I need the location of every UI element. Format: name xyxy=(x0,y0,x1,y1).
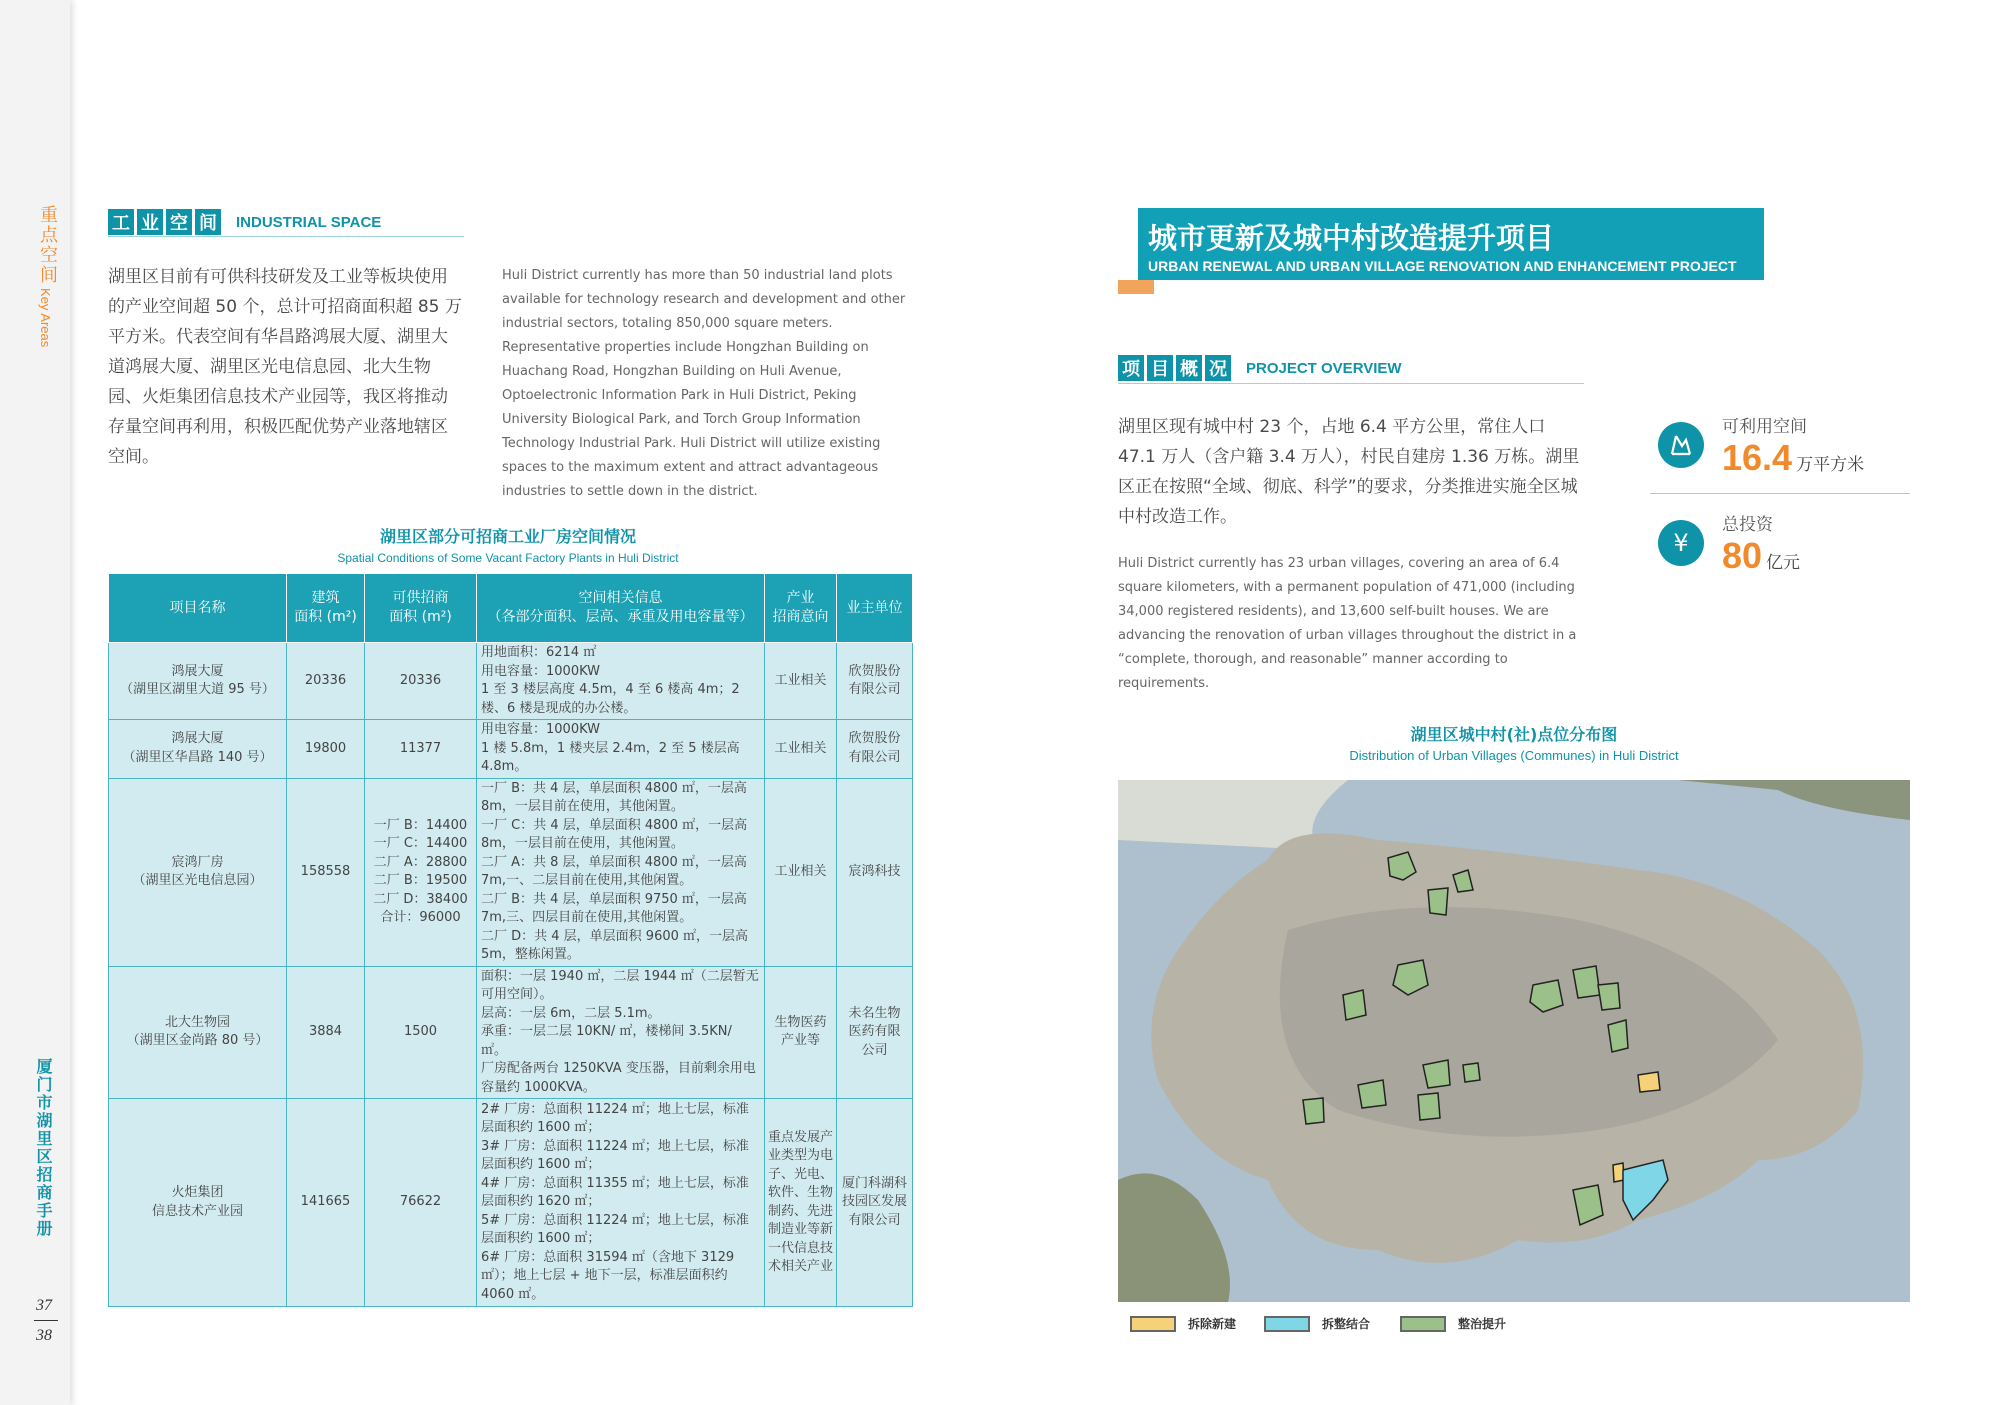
col-header-area: 建筑 面积 (m²) xyxy=(287,574,365,643)
stat1-value: 16.4 xyxy=(1722,437,1793,478)
cell-owner: 宸鸿科技 xyxy=(837,778,913,966)
legend-item xyxy=(1264,1315,1370,1332)
stat1-unit: 万平方米 xyxy=(1796,455,1865,475)
factory-table xyxy=(108,573,913,1307)
heading-char-box: 况 xyxy=(1205,355,1231,381)
banner-title-en: URBAN RENEWAL AND URBAN VILLAGE RENOVATION AND ENHANCEMENT PROJECT xyxy=(1148,258,1737,274)
table-row xyxy=(109,720,913,779)
village-plot xyxy=(1638,1072,1660,1092)
page-number-left: 37 xyxy=(36,1297,52,1314)
village-plot xyxy=(1598,983,1620,1010)
map-title xyxy=(1118,722,1910,763)
legend-item xyxy=(1130,1315,1236,1332)
stat2-unit: 亿元 xyxy=(1766,553,1801,573)
sidebar-section-title: 重点空间 xyxy=(37,205,58,285)
heading-char-box: 间 xyxy=(195,209,221,235)
table-title-cn: 湖里区部分可招商工业厂房空间情况 xyxy=(379,527,636,546)
legend-label: 拆除新建 xyxy=(1188,1317,1237,1331)
section-rule xyxy=(1118,383,1584,384)
yuan-icon: ¥ xyxy=(1658,520,1704,566)
stat2-value: 80 xyxy=(1722,535,1763,576)
cell-name: 火炬集团 信息技术产业园 xyxy=(109,1099,287,1307)
cell-owner: 欣贺股份 有限公司 xyxy=(837,643,913,720)
space-usage-icon xyxy=(1658,422,1704,468)
overview-paragraph-en: Huli District currently has 23 urban villages, covering an area of 6.4 square kilometers, with a permanent population of 471,000 (including 34,000 registered residents), and 13,600 self-built houses. We are advancing the renovation of urban villages throughout the district in a “complete, thorough, and reasonable” manner according to requirements. xyxy=(1118,556,1577,691)
heading-char-box: 空 xyxy=(166,209,192,235)
industrial-section-heading xyxy=(108,209,381,235)
urban-village-map xyxy=(1118,780,1910,1302)
village-plot xyxy=(1573,966,1600,998)
cell-name: 鸿展大厦 （湖里区湖里大道 95 号） xyxy=(109,643,287,720)
col-header-owner: 业主单位 xyxy=(837,574,913,643)
legend-swatch xyxy=(1264,1316,1310,1332)
sidebar-book-title: 厦门市湖里区招商手册 xyxy=(34,1058,53,1238)
industrial-paragraph-en: Huli District currently has more than 50 industrial land plots available for technology research and development and other industrial sectors, totaling 850,000 square meters. Representative properties include Hongzhan Building on Huachang Road, Hongzhan Building on Huli Avenue, Optoelectronic Information Park in Huli District, Peking University Biological Park, and Torch Group Information Technology Industrial Park. Huli District will utilize existing spaces to the maximum extent and attract advantageous industries to settle down in the district. xyxy=(502,268,906,499)
overview-section-heading xyxy=(1118,355,1402,381)
table-header-row xyxy=(109,574,913,643)
cell-area: 158558 xyxy=(287,778,365,966)
heading-char-box: 业 xyxy=(137,209,163,235)
village-plot xyxy=(1303,1098,1324,1124)
banner-title-cn: 城市更新及城中村改造提升项目 xyxy=(1148,221,1555,255)
stat1-label: 可利用空间 xyxy=(1722,417,1807,437)
legend-label: 拆整结合 xyxy=(1322,1317,1371,1331)
sidebar-section-subtitle: Key Areas xyxy=(38,288,53,348)
cell-info: 用电容量：1000KW 1 楼 5.8m，1 楼夹层 2.4m，2 至 5 楼层高 4.8m。 xyxy=(477,720,765,779)
overview-heading-en: PROJECT OVERVIEW xyxy=(1246,359,1402,377)
cell-info: 2# 厂房：总面积 11224 ㎡；地上七层，标准层面积约 1600 ㎡； 3# 厂房：总面积 11224 ㎡；地上七层，标准层面积约 1600 ㎡； 4# 厂房：总面积 11355 ㎡；地上七层，标准层面积约 1620 ㎡； 5# 厂房：总面积 11224 ㎡；地上七层，标准层面积约 1600 ㎡； 6# 厂房：总面积 31594 ㎡（含地下 3129 ㎡）；地上七层 + 地下一层，标准层面积约 4060 ㎡。 xyxy=(477,1099,765,1307)
page-number-right: 38 xyxy=(36,1327,52,1344)
col-header-info: 空间相关信息 （各部分面积、层高、承重及用电容量等） xyxy=(477,574,765,643)
map-title-cn: 湖里区城中村(社)点位分布图 xyxy=(1410,725,1618,744)
col-header-name: 项目名称 xyxy=(109,574,287,643)
stat-available-space xyxy=(1658,412,1864,479)
section-rule xyxy=(108,236,464,237)
cell-available: 76622 xyxy=(365,1099,477,1307)
cell-available: 11377 xyxy=(365,720,477,779)
side-bar xyxy=(0,0,70,1405)
cell-owner: 欣贺股份 有限公司 xyxy=(837,720,913,779)
legend-item xyxy=(1400,1315,1506,1332)
stat2-label: 总投资 xyxy=(1722,515,1773,535)
village-plot xyxy=(1343,990,1366,1020)
heading-char-box: 目 xyxy=(1147,355,1173,381)
village-plot xyxy=(1428,888,1448,915)
cell-area: 19800 xyxy=(287,720,365,779)
cell-name: 北大生物园 （湖里区金尚路 80 号） xyxy=(109,966,287,1099)
legend-label: 整治提升 xyxy=(1458,1317,1507,1331)
cell-area: 20336 xyxy=(287,643,365,720)
cell-intent: 工业相关 xyxy=(765,643,837,720)
cell-intent: 工业相关 xyxy=(765,720,837,779)
legend-swatch xyxy=(1130,1316,1176,1332)
cell-info: 面积：一层 1940 ㎡，二层 1944 ㎡（二层暂无可用空间）。 层高：一层 6m，二层 5.1m。 承重：一层二层 10KN/ ㎡，楼梯间 3.5KN/ ㎡。 厂房配备两台 1250KVA 变压器，目前剩余用电容量约 1000KVA。 xyxy=(477,966,765,1099)
village-plot xyxy=(1418,1093,1440,1120)
cell-owner: 厦门科湖科技园区发展有限公司 xyxy=(837,1099,913,1307)
col-header-available: 可供招商 面积 (m²) xyxy=(365,574,477,643)
cell-intent: 工业相关 xyxy=(765,778,837,966)
village-plot xyxy=(1423,1060,1450,1088)
table-row xyxy=(109,643,913,720)
map-title-en: Distribution of Urban Villages (Communes) in Huli District xyxy=(1349,748,1679,763)
cell-area: 141665 xyxy=(287,1099,365,1307)
cell-info: 一厂 B：共 4 层，单层面积 4800 ㎡，一层高 8m，一层目前在使用，其他闲置。 一厂 C：共 4 层，单层面积 4800 ㎡，一层高 8m，一层目前在使用，其他闲置。 二厂 A：共 8 层，单层面积 4800 ㎡，一层高7m,一、二层目前在使用,其他闲置。 二厂 B：共 4 层，单层面积 9750 ㎡，一层高7m,三、四层目前在使用,其他闲置。 二厂 D：共 4 层，单层面积 9600 ㎡，一层高 5m，整栋闲置。 xyxy=(477,778,765,966)
heading-char-box: 项 xyxy=(1118,355,1144,381)
village-plot xyxy=(1358,1080,1386,1108)
banner-accent-bar xyxy=(1118,280,1154,294)
stat-total-investment xyxy=(1658,510,1800,577)
cell-intent: 生物医药 产业等 xyxy=(765,966,837,1099)
project-banner xyxy=(1138,208,1764,280)
cell-name: 鸿展大厦 （湖里区华昌路 140 号） xyxy=(109,720,287,779)
village-plot xyxy=(1463,1063,1480,1082)
industrial-heading-en: INDUSTRIAL SPACE xyxy=(236,213,382,231)
cell-intent: 重点发展产业类型为电子、光电、软件、生物制药、先进制造业等新一代信息技术相关产业 xyxy=(765,1099,837,1307)
col-header-intent: 产业 招商意向 xyxy=(765,574,837,643)
heading-char-box: 概 xyxy=(1176,355,1202,381)
cell-owner: 未名生物 医药有限 公司 xyxy=(837,966,913,1099)
page-number-divider xyxy=(34,1320,58,1321)
legend-swatch xyxy=(1400,1316,1446,1332)
table-row xyxy=(109,1099,913,1307)
stat-divider xyxy=(1650,493,1910,494)
table-row xyxy=(109,778,913,966)
cell-available: 1500 xyxy=(365,966,477,1099)
table-title xyxy=(108,524,908,565)
cell-name: 宸鸿厂房 （湖里区光电信息园） xyxy=(109,778,287,966)
industrial-paragraph-cn: 湖里区目前有可供科技研发及工业等板块使用的产业空间超 50 个，总计可招商面积超 85 万平方米。代表空间有华昌路鸿展大厦、湖里大道鸿展大厦、湖里区光电信息园、北大生物园、火炬集团信息技术产业园等，我区将推动存量空间再利用，积极匹配优势产业落地辖区空间。 xyxy=(108,267,462,467)
table-row xyxy=(109,966,913,1099)
cell-info: 用地面积：6214 ㎡ 用电容量：1000KW 1 至 3 楼层高度 4.5m，4 至 6 楼高 4m；2 楼、6 楼是现成的办公楼。 xyxy=(477,643,765,720)
cell-area: 3884 xyxy=(287,966,365,1099)
overview-paragraph-cn: 湖里区现有城中村 23 个，占地 6.4 平方公里，常住人口 47.1 万人（含户籍 3.4 万人），村民自建房 1.36 万栋。湖里区正在按照“全域、彻底、科学”的要求，分类推进实施全区城中村改造工作。 xyxy=(1118,417,1580,527)
cell-available: 一厂 B：14400 一厂 C：14400 二厂 A：28800 二厂 B：19500 二厂 D：38400 合计：96000 xyxy=(365,778,477,966)
cell-available: 20336 xyxy=(365,643,477,720)
village-plot xyxy=(1608,1020,1628,1052)
heading-char-box: 工 xyxy=(108,209,134,235)
table-title-en: Spatial Conditions of Some Vacant Factory Plants in Huli District xyxy=(337,551,679,565)
